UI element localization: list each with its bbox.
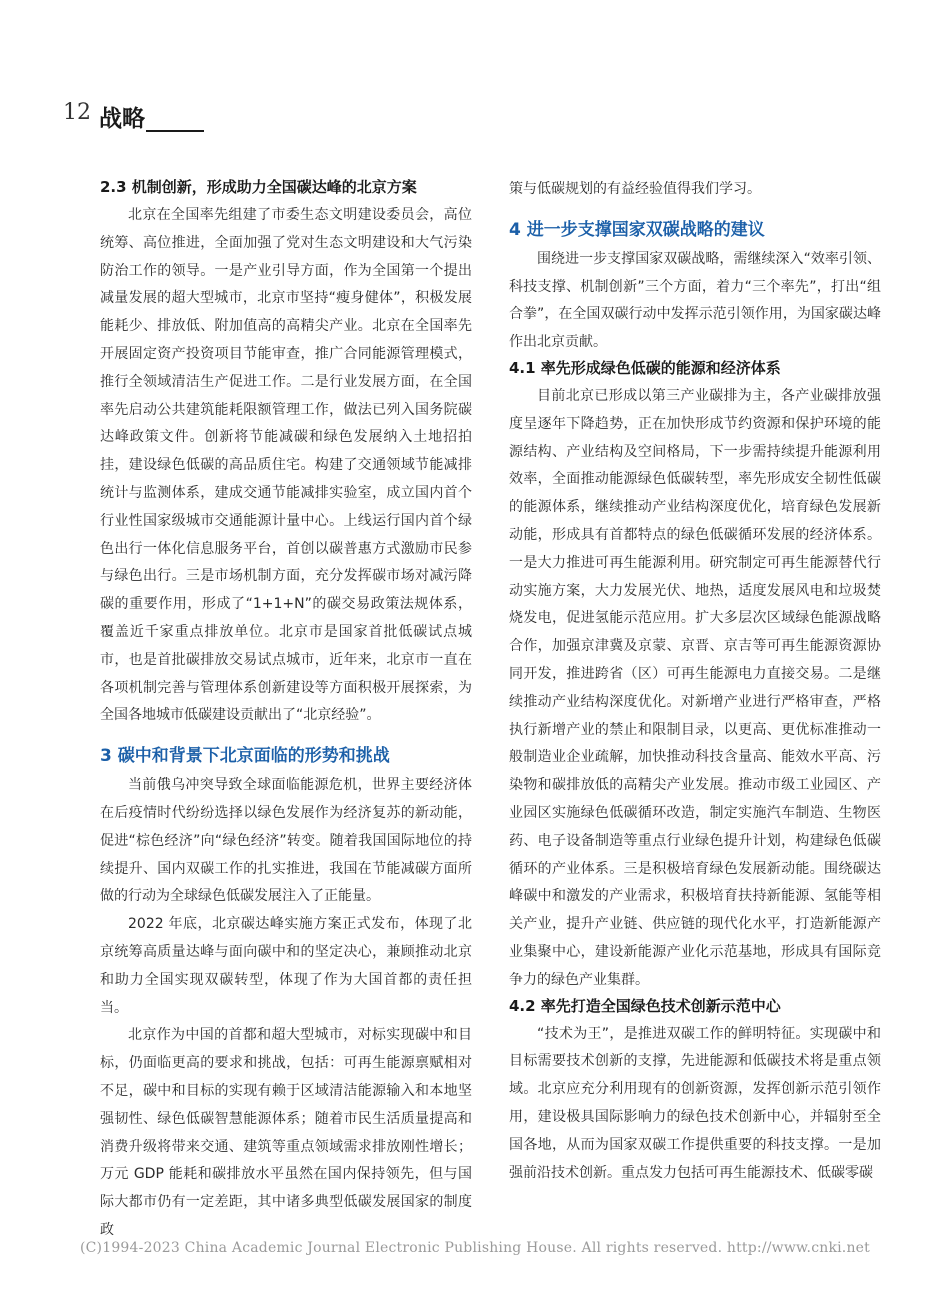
paragraph: 围绕进一步支撑国家双碳战略，需继续深入“效率引领、科技支撑、机制创新”三个方面，着力“三个率先”，打出“组合拳”，在全国双碳行动中发挥示范引领作用，为国家碳达峰作出北京贡献。 <box>509 250 881 351</box>
heading-4: 4 进一步支撑国家双碳战略的建议 <box>509 219 765 240</box>
paragraph-continued: 策与低碳规划的有益经验值得我们学习。 <box>509 181 761 197</box>
heading-4-2: 4.2 率先打造全国绿色技术创新示范中心 <box>509 996 781 1015</box>
paragraph: “技术为王”，是推进双碳工作的鲜明特征。实现碳中和目标需要技术创新的支撑，先进能源和低碳技术将是重点领域。北京应充分利用现有的创新资源，发挥创新示范引领作用，建设极具国际影响力的绿色技术创新中心，并辐射至全国各地，从而为国家双碳工作提供重要的科技支撑。一是加强前沿技术创新。重点发力包括可再生能源技术、低碳零碳 <box>509 1025 881 1181</box>
heading-2-3: 2.3 机制创新，形成助力全国碳达峰的北京方案 <box>100 178 417 196</box>
page-number: 12 <box>63 100 91 125</box>
heading-3: 3 碳中和背景下北京面临的形势和挑战 <box>100 746 390 767</box>
right-column <box>509 176 881 1187</box>
paragraph: 当前俄乌冲突导致全球面临能源危机，世界主要经济体在后疫情时代纷纷选择以绿色发展作为经济复苏的新动能，促进“棕色经济”向“绿色经济”转变。随着我国国际地位的持续提升、国内双碳工作的扎实推进，我国在节能减碳方面所做的行动为全球绿色低碳发展注入了正能量。 <box>100 777 472 905</box>
paragraph: 北京在全国率先组建了市委生态文明建设委员会，高位统筹、高位推进，全面加强了党对生态文明建设和大气污染防治工作的领导。一是产业引导方面，作为全国第一个提出减量发展的超大型城市，北京市坚持“瘦身健体”，积极发展能耗少、排放低、附加值高的高精尖产业。北京在全国率先开展固定资产投资项目节能审查，推广合同能源管理模式，推行全领域清洁生产促进工作。二是行业发展方面，在全国率先启动公共建筑能耗限额管理工作，做法已列入国务院碳达峰政策文件。创新将节能减碳和绿色发展纳入土地招拍挂，建设绿色低碳的高品质住宅。构建了交通领域节能减排统计与监测体系，建成交通节能减排实验室，成立国内首个行业性国家级城市交通能源计量中心。上线运行国内首个绿色出行一体化信息服务平台，首创以碳普惠方式激励市民参与绿色出行。三是市场机制方面，充分发挥碳市场对减污降碳的重要作用，形成了“1+1+N”的碳交易政策法规体系，覆盖近千家重点排放单位。北京市是国家首批低碳试点城市，也是首批碳排放交易试点城市，近年来，北京市一直在各项机制完善与管理体系创新建设等方面积极开展探索，为全国各地城市低碳建设贡献出了“北京经验”。 <box>100 207 472 724</box>
copyright-footer: (C)1994-2023 China Academic Journal Electronic Publishing House. All rights reserved. http://www.cnki.net <box>79 1240 870 1256</box>
section-title: 战略 <box>99 106 145 132</box>
paragraph: 2022 年底，北京碳达峰实施方案正式发布，体现了北京统筹高质量达峰与面向碳中和的坚定决心，兼顾推动北京和助力全国实现双碳转型，体现了作为大国首都的责任担当。 <box>100 916 472 1016</box>
left-column <box>100 176 472 1245</box>
paragraph: 北京作为中国的首都和超大型城市，对标实现碳中和目标，仍面临更高的要求和挑战，包括：可再生能源禀赋相对不足，碳中和目标的实现有赖于区域清洁能源输入和本地坚强韧性、绿色低碳智慧能源体系；随着市民生活质量提高和消费升级将带来交通、建筑等重点领域需求排放刚性增长；万元 GDP 能耗和碳排放水平虽然在国内保持领先，但与国际大都市仍有一定差距，其中诸多典型低碳发展国家的制度政 <box>100 1027 472 1238</box>
heading-4-1: 4.1 率先形成绿色低碳的能源和经济体系 <box>509 358 781 377</box>
header-rule <box>146 130 204 132</box>
paragraph: 目前北京已形成以第三产业碳排为主，各产业碳排放强度呈逐年下降趋势，正在加快形成节约资源和保护环境的能源结构、产业结构及空间格局，下一步需持续提升能源利用效率，全面推动能源绿色低碳转型，率先形成安全韧性低碳的能源体系，继续推动产业结构深度优化，培育绿色发展新动能，形成具有首都特点的绿色低碳循环发展的经济体系。一是大力推进可再生能源利用。研究制定可再生能源替代行动实施方案，大力发展光伏、地热，适度发展风电和垃圾焚烧发电，促进氢能示范应用。扩大多层次区域绿色能源战略合作，加强京津冀及京蒙、京晋、京吉等可再生能源资源协同开发，推进跨省（区）可再生能源电力直接交易。二是继续推动产业结构深度优化。对新增产业进行严格审查，严格执行新增产业的禁止和限制目录，以更高、更优标准推动一般制造业企业疏解，加快推动科技含量高、能效水平高、污染物和碳排放低的高精尖产业发展。推动市级工业园区、产业园区实施绿色低碳循环改造，制定实施汽车制造、生物医药、电子设备制造等重点行业绿色提升计划，构建绿色低碳循环的产业体系。三是积极培育绿色发展新动能。围绕碳达峰碳中和激发的产业需求，积极培育扶持新能源、氢能等相关产业，提升产业链、供应链的现代化水平，打造新能源产业集聚中心，建设新能源产业化示范基地，形成具有国际竞争力的绿色产业集群。 <box>509 387 881 988</box>
